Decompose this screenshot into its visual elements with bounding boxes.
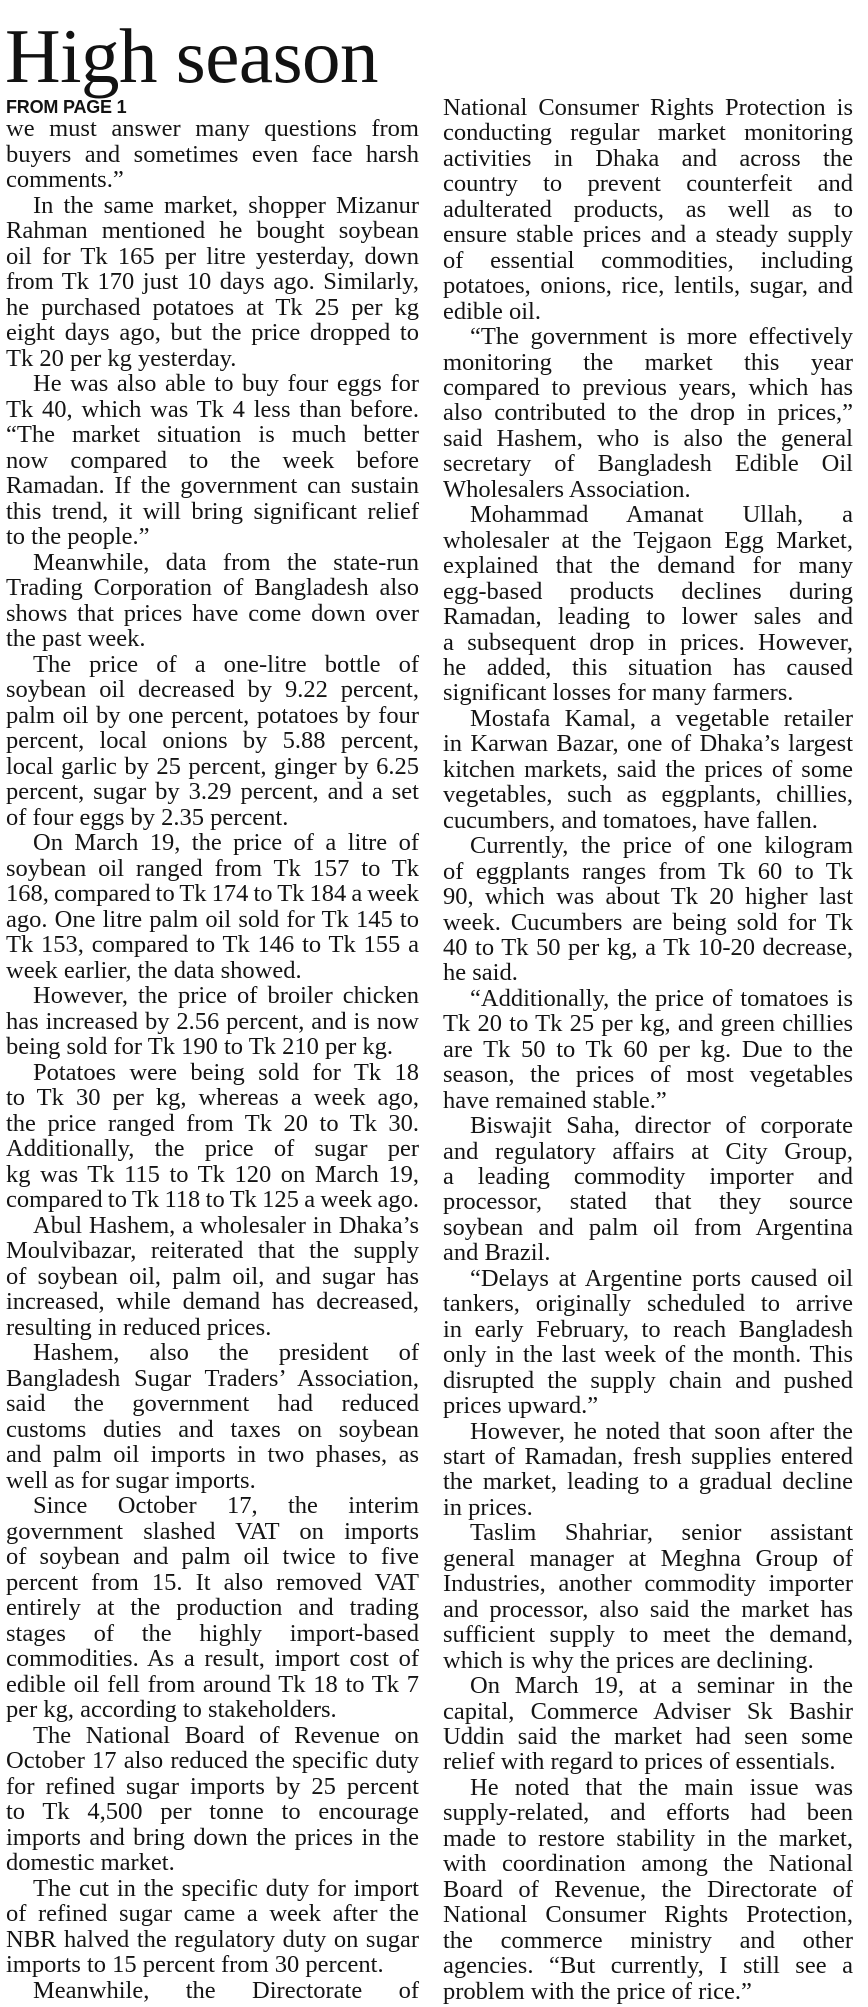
text-line: Mohammad Amanat Ullah, a [470, 501, 853, 529]
text-line: of soybean oil, palm oil, and sugar has [6, 1262, 419, 1290]
paragraph [6, 193, 419, 372]
text-line: Tk 20 per kg yesterday. [6, 344, 237, 372]
article-column-right [443, 95, 853, 2004]
paragraph [443, 1775, 853, 2004]
text-line: The National Board of Revenue on [33, 1721, 419, 1749]
text-line: Board of Revenue, the Directorate of [443, 1875, 853, 1903]
paragraph [6, 1723, 419, 1876]
paragraph [443, 1520, 853, 1673]
text-line: The cut in the specific duty for import [33, 1874, 419, 1902]
text-line: potatoes, onions, rice, lentils, sugar, and [443, 272, 853, 300]
text-line: October 17 also reduced the specific duty [6, 1747, 419, 1774]
text-line: buyers and sometimes even face harsh [6, 140, 419, 168]
text-line: On March 19, at a seminar in the [470, 1672, 853, 1700]
text-line: domestic market. [6, 1849, 175, 1876]
text-line: 40 to Tk 50 per kg, a Tk 10-20 decrease, [443, 933, 853, 961]
headline: High season [5, 13, 379, 99]
text-line: secretary of Bangladesh Edible Oil [443, 450, 853, 478]
text-line: Ramadan. If the government can sustain [6, 472, 419, 499]
jump-label: FROM PAGE 1 [6, 97, 127, 117]
text-line: shows that prices have come down over [6, 599, 419, 627]
text-line: of refined sugar came a week after the [6, 1900, 419, 1927]
text-line: Meanwhile, data from the state-run [33, 548, 419, 576]
paragraph [6, 116, 419, 193]
text-line: relief with regard to prices of essentials. [443, 1748, 836, 1776]
paragraph [443, 986, 853, 1113]
text-line: stages of the highly import-based [6, 1619, 419, 1647]
text-line: the market, leading to a gradual decline [443, 1468, 853, 1496]
text-line: soybean oil decreased by 9.22 percent, [6, 676, 419, 703]
text-line: significant losses for many farmers. [443, 679, 794, 707]
text-line: Taslim Shahriar, senior assistant [470, 1519, 853, 1547]
text-line: this trend, it will bring significant relief [6, 497, 419, 525]
text-line: On March 19, the price of a litre of [33, 829, 419, 856]
text-line: processor, stated that they source [443, 1188, 853, 1216]
text-line: monitoring the market this year [443, 348, 853, 376]
text-line: activities in Dhaka and across the [443, 144, 853, 172]
text-line: ago. One litre palm oil sold for Tk 145 to [6, 905, 419, 933]
text-line: egg-based products declines during [443, 577, 853, 605]
paragraph [6, 550, 419, 652]
text-line: Since October 17, the interim [33, 1492, 419, 1519]
text-line: conducting regular market monitoring [443, 119, 853, 147]
text-line: wholesaler at the Tejgaon Egg Market, [443, 526, 853, 554]
paragraph [443, 706, 853, 833]
text-line: imports to 15 percent from 30 percent. [6, 1951, 384, 1978]
article-column-left [6, 116, 419, 2003]
text-line: we must answer many questions from [6, 115, 419, 142]
paragraph [443, 324, 853, 502]
paragraph [443, 1113, 853, 1266]
text-line: “The market situation is much better [6, 421, 419, 448]
text-line: to the people.” [6, 523, 150, 550]
text-line: kitchen markets, said the prices of some [443, 755, 853, 783]
text-line: adulterated products, as well as to [443, 195, 853, 223]
text-line: NBR halved the regulatory duty on sugar [6, 1925, 419, 1953]
text-line: only in the last week of the month. This [443, 1341, 853, 1369]
text-line: general manager at Meghna Group of [443, 1544, 853, 1572]
text-line: he added, this situation has caused [443, 653, 853, 681]
text-line: soybean and palm oil from Argentina [443, 1213, 853, 1241]
text-line: start of Ramadan, fresh supplies entered [443, 1443, 853, 1471]
text-line: Uddin said the market had seen some [443, 1723, 853, 1750]
paragraph [443, 502, 853, 706]
text-line: problem with the price of rice.” [443, 1977, 752, 2005]
paragraph [6, 1213, 419, 1341]
text-line: government slashed VAT on imports [6, 1517, 419, 1545]
text-line: However, he noted that soon after the [470, 1417, 853, 1445]
text-line: season, the prices of most vegetables [443, 1061, 853, 1089]
text-line: edible oil fell from around Tk 18 to Tk 7 [6, 1670, 419, 1698]
text-line: Moulvibazar, reiterated that the supply [6, 1237, 419, 1264]
text-line: cucumbers, and tomatoes, have fallen. [443, 806, 818, 834]
text-line: Tk 20 to Tk 25 per kg, and green chillies [443, 1010, 853, 1038]
text-line: However, the price of broiler chicken [33, 982, 419, 1009]
text-line: Ramadan, leading to lower sales and [443, 603, 853, 631]
text-line: soybean oil ranged from Tk 157 to Tk [6, 854, 419, 882]
paragraph [6, 1060, 419, 1213]
text-line: a leading commodity importer and [443, 1163, 853, 1191]
text-line: of essential commodities, including [443, 246, 853, 274]
text-line: In the same market, shopper Mizanur [33, 191, 419, 219]
text-line: Additionally, the price of sugar per [6, 1135, 419, 1162]
text-line: vegetables, such as eggplants, chillies, [443, 781, 853, 809]
text-line: local garlic by 25 percent, ginger by 6.25 [6, 752, 419, 780]
text-line: with coordination among the National [443, 1850, 853, 1878]
text-line: resulting in reduced prices. [6, 1313, 272, 1341]
text-line: he purchased potatoes at Tk 25 per kg [6, 293, 419, 321]
text-line: Wholesalers Association. [443, 475, 691, 503]
text-line: compared to previous years, which has [443, 373, 853, 401]
text-line: for refined sugar imports by 25 percent [6, 1772, 419, 1800]
text-line: palm oil by one percent, potatoes by four [6, 701, 419, 729]
text-line: the past week. [6, 625, 146, 652]
text-line: percent from 15. It also removed VAT [6, 1568, 419, 1596]
text-line: 168, compared to Tk 174 to Tk 184 a week [6, 880, 419, 907]
paragraph [6, 1978, 419, 2004]
text-line: prices upward.” [443, 1392, 599, 1420]
text-line: said Hashem, who is also the general [443, 424, 853, 452]
text-line: week. Cucumbers are being sold for Tk [443, 908, 853, 936]
text-line: compared to Tk 118 to Tk 125 a week ago. [6, 1186, 419, 1213]
text-line: The price of a one-litre bottle of [33, 650, 419, 678]
text-line: capital, Commerce Adviser Sk Bashir [443, 1697, 853, 1725]
text-line: He was also able to buy four eggs for [33, 370, 419, 397]
text-line: and processor, also said the market has [443, 1595, 853, 1623]
text-line: in Karwan Bazar, one of Dhaka’s largest [443, 730, 853, 758]
text-line: “The government is more effectively [470, 323, 853, 351]
text-line: customs duties and taxes on soybean [6, 1415, 419, 1443]
paragraph [443, 1673, 853, 1775]
paragraph [443, 1266, 853, 1419]
text-line: and Brazil. [443, 1239, 551, 1267]
text-line: kg was Tk 115 to Tk 120 on March 19, [6, 1160, 419, 1188]
text-line: entirely at the production and trading [6, 1594, 419, 1621]
text-line: imports and bring down the prices in the [6, 1823, 419, 1851]
paragraph [6, 1876, 419, 1978]
text-line: are Tk 50 to Tk 60 per kg. Due to the [443, 1035, 853, 1063]
text-line: edible oil. [443, 297, 541, 325]
text-line: and regulatory affairs at City Group, [443, 1137, 853, 1165]
text-line: increased, while demand has decreased, [6, 1288, 419, 1315]
text-line: well as for sugar imports. [6, 1466, 256, 1494]
text-line: of four eggs by 2.35 percent. [6, 803, 289, 831]
paragraph [6, 1493, 419, 1723]
text-line: a subsequent drop in prices. However, [443, 628, 853, 656]
paragraph [443, 833, 853, 986]
text-line: percent, sugar by 3.29 percent, and a set [6, 778, 419, 805]
text-line: made to restore stability in the market, [443, 1824, 853, 1852]
text-line: Rahman mentioned he bought soybean [6, 217, 419, 244]
text-line: to Tk 4,500 per tonne to encourage [6, 1798, 419, 1825]
text-line: Currently, the price of one kilogram [470, 832, 853, 860]
text-line: Potatoes were being sold for Tk 18 [33, 1058, 419, 1086]
text-line: to Tk 30 per kg, whereas a week ago, [6, 1084, 419, 1111]
text-line: has increased by 2.56 percent, and is now [6, 1007, 419, 1035]
text-line: he said. [443, 959, 518, 987]
text-line: from Tk 170 just 10 days ago. Similarly, [6, 268, 419, 295]
text-line: of eggplants ranges from Tk 60 to Tk [443, 857, 853, 885]
paragraph [6, 830, 419, 983]
paragraph [6, 371, 419, 550]
text-line: Biswajit Saha, director of corporate [470, 1112, 853, 1140]
text-line: being sold for Tk 190 to Tk 210 per kg. [6, 1033, 393, 1060]
text-line: which is why the prices are declining. [443, 1646, 814, 1674]
paragraph [6, 983, 419, 1060]
paragraph [443, 1419, 853, 1521]
text-line: supply-related, and efforts had been [443, 1799, 853, 1827]
text-line: He noted that the main issue was [470, 1773, 853, 1801]
text-line: “Additionally, the price of tomatoes is [470, 984, 853, 1012]
text-line: disrupted the supply chain and pushed [443, 1366, 853, 1394]
text-line: tankers, originally scheduled to arrive [443, 1290, 853, 1318]
text-line: percent, local onions by 5.88 percent, [6, 727, 419, 754]
text-line: Industries, another commodity importer [443, 1570, 853, 1598]
text-line: now compared to the week before [6, 446, 419, 474]
text-line: Tk 153, compared to Tk 146 to Tk 155 a [6, 931, 419, 958]
text-line: and palm oil imports in two phases, as [6, 1441, 419, 1468]
paragraph [6, 652, 419, 831]
paragraph [6, 1340, 419, 1493]
text-line: per kg, according to stakeholders. [6, 1696, 337, 1723]
text-line: oil for Tk 165 per litre yesterday, down [6, 242, 419, 270]
text-line: commodities. As a result, import cost of [6, 1645, 419, 1672]
text-line: Meanwhile, the Directorate of [33, 1976, 419, 2004]
text-line: the commerce ministry and other [443, 1926, 853, 1954]
text-line: said the government had reduced [6, 1390, 419, 1417]
text-line: National Consumer Rights Protection is [443, 94, 853, 121]
text-line: Hashem, also the president of [33, 1339, 419, 1366]
text-line: eight days ago, but the price dropped to [6, 319, 419, 346]
text-line: Bangladesh Sugar Traders’ Association, [6, 1364, 419, 1392]
text-line: National Consumer Rights Protection, [443, 1901, 853, 1929]
text-line: country to prevent counterfeit and [443, 170, 853, 198]
text-line: “Delays at Argentine ports caused oil [470, 1264, 853, 1292]
text-line: ensure stable prices and a steady supply [443, 221, 853, 249]
text-line: sufficient supply to meet the demand, [443, 1621, 853, 1649]
text-line: 90, which was about Tk 20 higher last [443, 883, 853, 911]
text-line: comments.” [6, 166, 124, 193]
text-line: in early February, to reach Bangladesh [443, 1315, 853, 1343]
text-line: have remained stable.” [443, 1086, 667, 1114]
paragraph [443, 95, 853, 324]
text-line: Abul Hashem, a wholesaler in Dhaka’s [33, 1211, 419, 1239]
text-line: also contributed to the drop in prices,” [443, 399, 853, 427]
text-line: agencies. “But currently, I still see a [443, 1952, 853, 1980]
text-line: of soybean and palm oil twice to five [6, 1543, 419, 1570]
text-line: week earlier, the data showed. [6, 956, 302, 984]
text-line: explained that the demand for many [443, 552, 853, 580]
text-line: Tk 40, which was Tk 4 less than before. [6, 395, 419, 423]
text-line: in prices. [443, 1493, 533, 1521]
text-line: Trading Corporation of Bangladesh also [6, 574, 419, 601]
text-line: the price ranged from Tk 20 to Tk 30. [6, 1109, 419, 1137]
text-line: Mostafa Kamal, a vegetable retailer [470, 704, 853, 732]
